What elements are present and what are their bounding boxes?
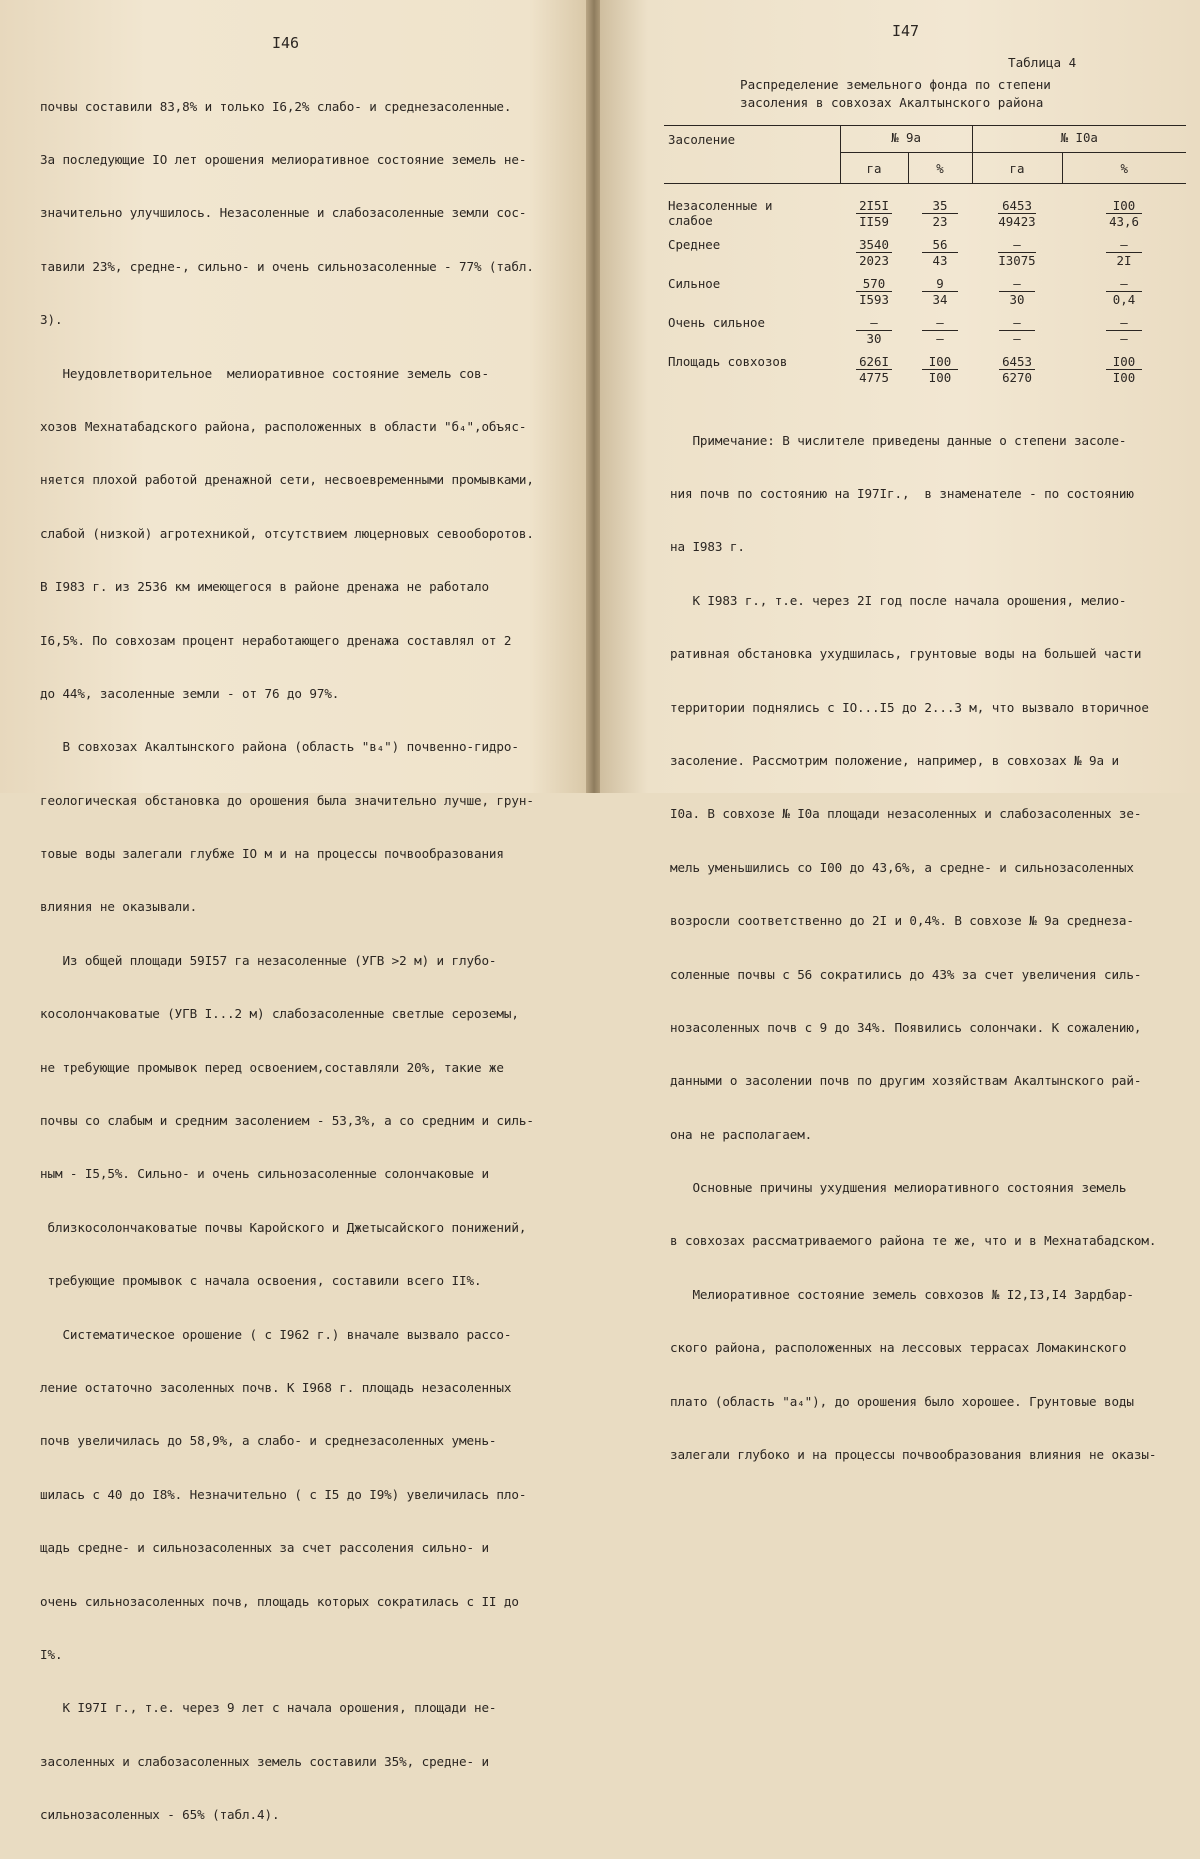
fraction-value [998, 198, 1035, 229]
text-line: сильнозасоленных - 65% (табл.4). [40, 1807, 280, 1823]
text-line: очень сильнозасоленных почв, площадь которых сократилась с II до [40, 1593, 519, 1609]
text-line: ление остаточно засоленных почв. К I968 г. площадь незасоленных [40, 1379, 512, 1395]
text-line: ративная обстановка ухудшилась, грунтовые воды на большей части [670, 646, 1142, 662]
text-line: в совхозах рассматриваемого района те же, что и в Мехнатабадском. [670, 1233, 1157, 1249]
numerator: 6453 [999, 354, 1035, 370]
denominator: II59 [859, 214, 889, 229]
numerator: 9 [922, 276, 958, 292]
text-line: она не располагаем. [670, 1126, 813, 1142]
page-number: I47 [892, 22, 920, 40]
text-line: К I97I г., т.е. через 9 лет с начала орошения, площади не- [40, 1700, 497, 1716]
text-line: требующие промывок с начала освоения, составили всего II%. [40, 1273, 482, 1289]
fraction-value [856, 354, 892, 385]
text-line: В совхозах Акалтынского района (область "в₄") почвенно-гидро- [40, 739, 519, 755]
fraction-value [922, 237, 958, 268]
fraction-value [999, 276, 1035, 307]
text-line: почв увеличилась до 58,9%, а слабо- и среднезасоленных умень- [40, 1433, 497, 1449]
numerator: – [1106, 237, 1142, 253]
text-line: Неудовлетворительное мелиоративное состояние земель сов- [40, 365, 489, 381]
fraction-value [998, 237, 1035, 268]
numerator: – [1106, 276, 1142, 292]
text-line: ным - I5,5%. Сильно- и очень сильнозасоленные солончаковые и [40, 1166, 489, 1182]
denominator: – [936, 331, 944, 346]
denominator: 49423 [998, 214, 1036, 229]
text-line: хозов Мехнатабадского района, расположенных в области "б₄",объяс- [40, 418, 527, 434]
text-line: товые воды залегали глубже IO м и на процессы почвообразования [40, 846, 504, 862]
table-cell [972, 184, 1062, 230]
header-farm-9a: № 9а [840, 126, 972, 153]
denominator: 2023 [859, 253, 889, 268]
numerator: – [856, 315, 892, 331]
left-body-text [40, 62, 534, 1859]
text-line: ния почв по состоянию на I97Iг., в знаменателе - по состоянию [670, 485, 1134, 501]
row-label: Площадь совхозов [668, 354, 788, 369]
numerator: – [999, 315, 1035, 331]
denominator: – [1013, 331, 1021, 346]
numerator: – [999, 276, 1035, 292]
numerator: – [998, 237, 1035, 253]
text-line: К I983 г., т.е. через 2I год после начала орошения, мелио- [670, 592, 1127, 608]
fraction-value [1106, 354, 1142, 385]
text-line: тавили 23%, средне-, сильно- и очень сильнозасоленные - 77% (табл. [40, 258, 534, 274]
fraction-value [922, 354, 958, 385]
text-line: соленные почвы с 56 сократились до 43% за счет увеличения силь- [670, 966, 1142, 982]
numerator: 6453 [998, 198, 1035, 214]
denominator: – [1120, 331, 1128, 346]
denominator: 30 [1009, 292, 1025, 307]
table-cell [1062, 268, 1186, 307]
text-line: 3). [40, 312, 63, 328]
numerator: 626I [856, 354, 892, 370]
denominator: 43,6 [1109, 214, 1139, 229]
page-number: I46 [272, 34, 300, 52]
table-cell [972, 229, 1062, 268]
numerator: 2I5I [856, 198, 892, 214]
table-row [664, 268, 1186, 307]
right-page [600, 0, 1200, 1463]
row-label: Сильное [668, 276, 721, 291]
header-salinity: Засоление [664, 126, 840, 184]
text-line: засоленных и слабозасоленных земель составили 35%, средне- и [40, 1753, 489, 1769]
text-line: I%. [40, 1646, 63, 1662]
table-cell [1062, 307, 1186, 346]
table-cell [840, 229, 908, 268]
text-line: I6,5%. По совхозам процент неработающего дренажа составлял от 2 [40, 632, 512, 648]
text-line: няется плохой работой дренажной сети, несвоевременными промывками, [40, 472, 534, 488]
text-line: плато (область "а₄"), до орошения было хорошее. Грунтовые воды [670, 1393, 1134, 1409]
subheader-ga: га [840, 153, 908, 184]
text-line: возросли соответственно до 2I и 0,4%. В совхозе № 9а среднеза- [670, 913, 1134, 929]
numerator: – [1106, 315, 1142, 331]
table-cell [908, 307, 972, 346]
row-label: Незасоленные и слабое [668, 198, 773, 228]
text-line: щадь средне- и сильнозасоленных за счет рассоления сильно- и [40, 1540, 489, 1556]
text-line: слабой (низкой) агротехникой, отсутствием люцерновых севооборотов. [40, 525, 534, 541]
text-line: территории поднялись с IO...I5 до 2...3 м, что вызвало вторичное [670, 699, 1149, 715]
table-cell [1062, 229, 1186, 268]
denominator: 0,4 [1112, 292, 1136, 307]
numerator: I00 [922, 354, 958, 370]
numerator: I00 [1106, 198, 1142, 214]
table-cell [908, 268, 972, 307]
table-cell [972, 346, 1062, 385]
fraction-value [922, 198, 958, 229]
text-line: геологическая обстановка до орошения была значительно лучше, грун- [40, 792, 534, 808]
fraction-value [922, 315, 958, 346]
header-farm-10a: № I0а [972, 126, 1186, 153]
text-line: почвы составили 83,8% и только I6,2% слабо- и среднезасоленные. [40, 98, 512, 114]
text-line: близкосолончаковатые почвы Каройского и Джетысайского понижений, [40, 1219, 527, 1235]
table-caption-line: засоления в совхозах Акалтынского района [740, 95, 1044, 110]
numerator: 35 [922, 198, 958, 214]
denominator: 23 [932, 214, 948, 229]
row-label: Очень сильное [668, 315, 765, 330]
denominator: 34 [932, 292, 948, 307]
fraction-value [999, 354, 1035, 385]
text-line: Основные причины ухудшения мелиоративного состояния земель [670, 1180, 1127, 1196]
left-page [0, 0, 588, 1823]
denominator: 43 [932, 253, 948, 268]
salinity-table [664, 125, 1186, 385]
text-line: За последующие IO лет орошения мелиоративное состояние земель не- [40, 151, 527, 167]
table-cell [908, 229, 972, 268]
denominator: 6270 [1002, 370, 1032, 385]
fraction-value [856, 237, 892, 268]
fraction-value [922, 276, 958, 307]
numerator: – [922, 315, 958, 331]
text-line: мель уменьшились со I00 до 43,6%, а средне- и сильнозасоленных [670, 859, 1134, 875]
fraction-value [1106, 198, 1142, 229]
fraction-value [999, 315, 1035, 346]
denominator: 30 [866, 331, 882, 346]
subheader-ga: га [972, 153, 1062, 184]
denominator: 2I [1116, 253, 1132, 268]
subheader-pct: % [908, 153, 972, 184]
text-line: влияния не оказывали. [40, 899, 198, 915]
text-line: не требующие промывок перед освоением,составляли 20%, такие же [40, 1059, 504, 1075]
table-row [664, 184, 1186, 230]
text-line: залегали глубоко и на процессы почвообразования влияния не оказы- [670, 1447, 1157, 1463]
row-label: Среднее [668, 237, 721, 252]
fraction-value [1106, 315, 1142, 346]
text-line: В I983 г. из 2536 км имеющегося в районе дренажа не работало [40, 579, 489, 595]
fraction-value [856, 315, 892, 346]
numerator: 3540 [856, 237, 892, 253]
text-line: на I983 г. [670, 539, 745, 555]
numerator: 570 [856, 276, 892, 292]
table-cell [840, 268, 908, 307]
table-cell [972, 268, 1062, 307]
table-cell [972, 307, 1062, 346]
denominator: I00 [928, 370, 952, 385]
fraction-value [856, 198, 892, 229]
table-cell [840, 307, 908, 346]
table-cell [1062, 184, 1186, 230]
text-line: косолончаковатые (УГВ I...2 м) слабозасоленные светлые сероземы, [40, 1006, 519, 1022]
fraction-value [1106, 237, 1142, 268]
numerator: 56 [922, 237, 958, 253]
text-line: данными о засолении почв по другим хозяйствам Акалтынского рай- [670, 1073, 1142, 1089]
numerator: I00 [1106, 354, 1142, 370]
table-row [664, 346, 1186, 385]
right-body-text [670, 396, 1156, 1499]
table-label: Таблица 4 [1008, 55, 1077, 70]
text-line: ского района, расположенных на лессовых террасах Ломакинского [670, 1340, 1127, 1356]
fraction-value [1106, 276, 1142, 307]
table-cell [908, 184, 972, 230]
text-line: Примечание: В числителе приведены данные о степени засоле- [670, 432, 1127, 448]
table-row [664, 307, 1186, 346]
text-line: I0а. В совхозе № I0а площади незасоленных и слабозасоленных зе- [670, 806, 1142, 822]
denominator: 4775 [859, 370, 889, 385]
text-line: почвы со слабым и средним засолением - 53,3%, а со средним и силь- [40, 1113, 534, 1129]
text-line: до 44%, засоленные земли - от 76 до 97%. [40, 685, 340, 701]
table-caption-line: Распределение земельного фонда по степени [740, 77, 1051, 92]
text-line: шилась с 40 до I8%. Незначительно ( с I5 до I9%) увеличилась пло- [40, 1486, 527, 1502]
table-cell [840, 184, 908, 230]
text-line: Мелиоративное состояние земель совхозов № I2,I3,I4 Зардбар- [670, 1286, 1134, 1302]
text-line: засоление. Рассмотрим положение, например, в совхозах № 9а и [670, 752, 1119, 768]
fraction-value [856, 276, 892, 307]
table-row [664, 229, 1186, 268]
text-line: Из общей площади 59I57 га незасоленные (УГВ >2 м) и глубо- [40, 952, 497, 968]
text-line: нозасоленных почв с 9 до 34%. Появились солончаки. К сожалению, [670, 1019, 1142, 1035]
denominator: I00 [1112, 370, 1136, 385]
text-line: значительно улучшилось. Незасоленные и слабозасоленные земли сос- [40, 205, 527, 221]
table-cell [1062, 346, 1186, 385]
table-cell [908, 346, 972, 385]
table-cell [840, 346, 908, 385]
denominator: I3075 [998, 253, 1036, 268]
denominator: I593 [859, 292, 889, 307]
text-line: Систематическое орошение ( с I962 г.) вначале вызвало рассо- [40, 1326, 512, 1342]
subheader-pct: % [1062, 153, 1186, 184]
